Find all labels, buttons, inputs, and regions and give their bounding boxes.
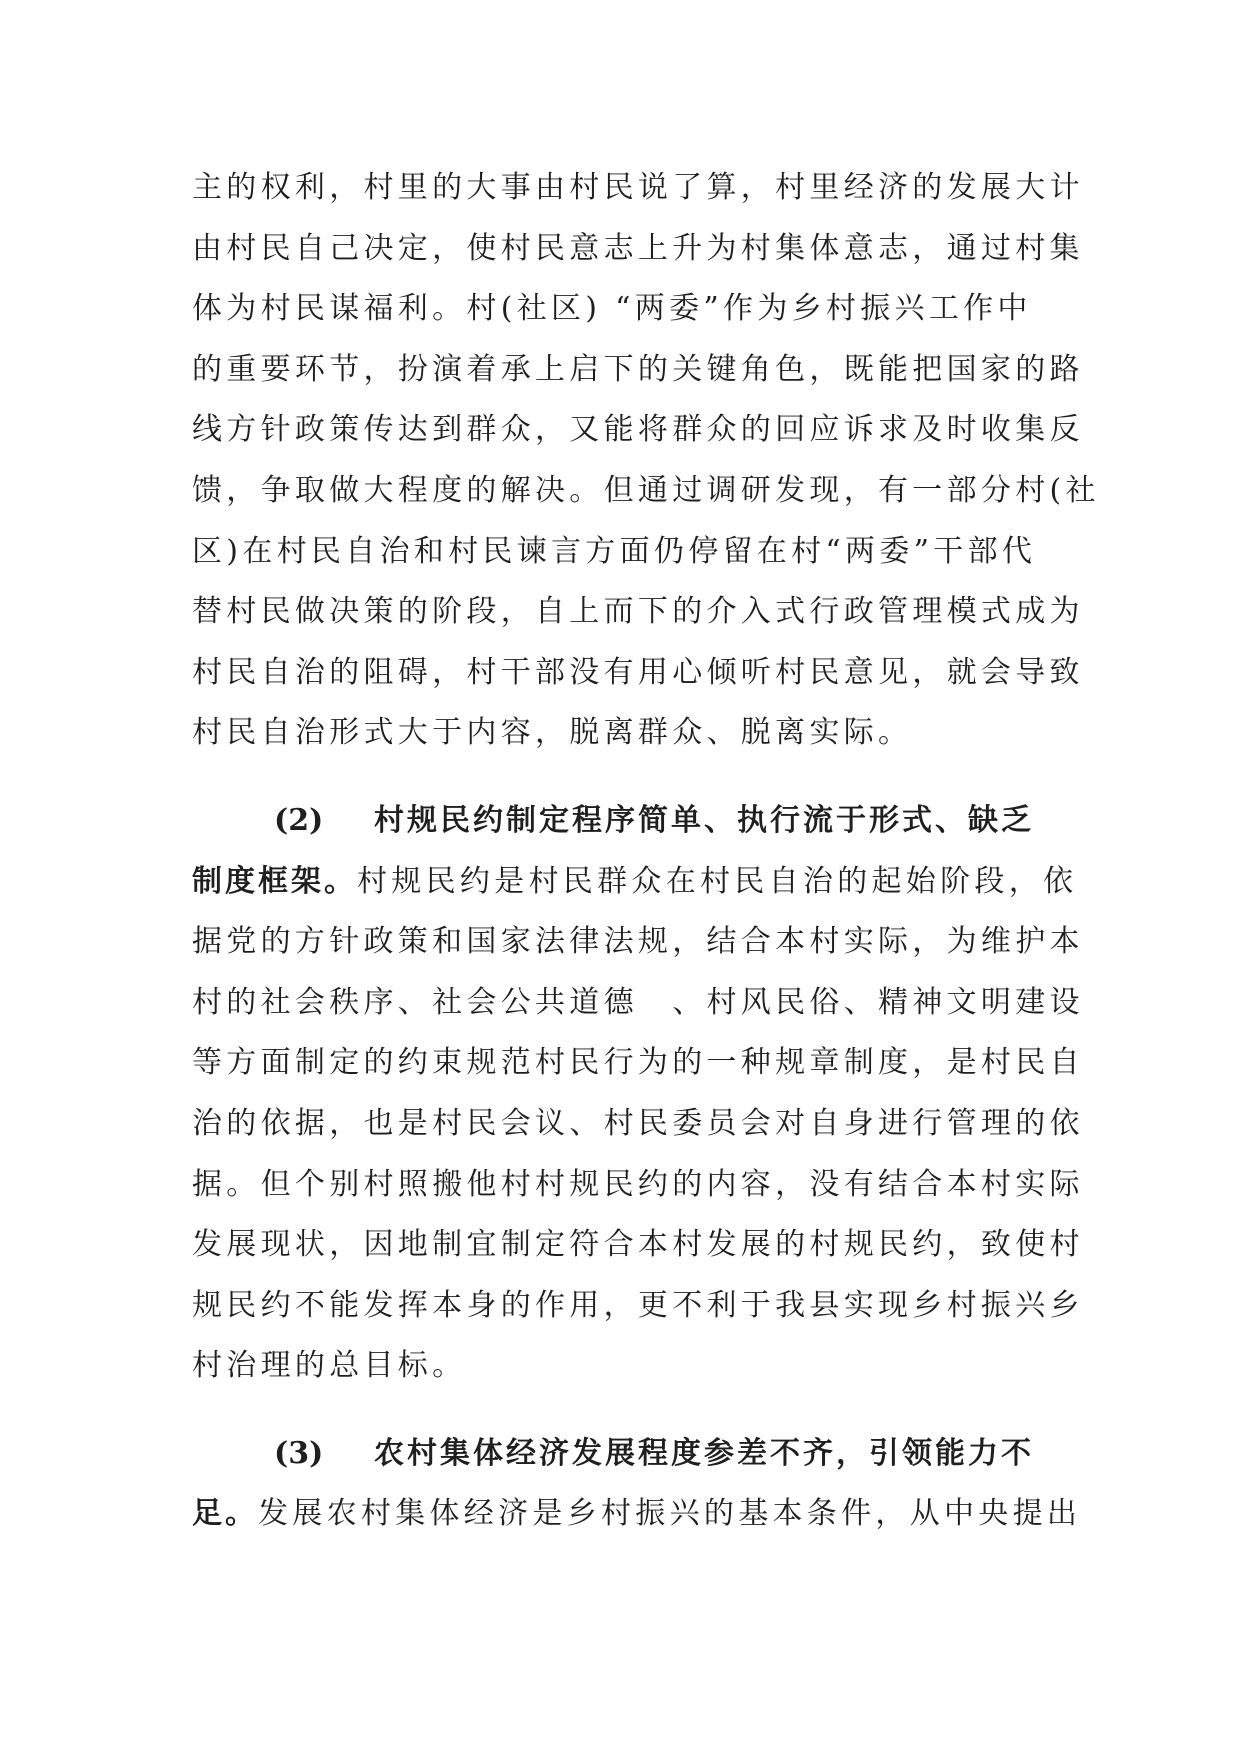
text-line: 馈，争取做大程度的解决。但通过调研发现，有一部分村(社 (192, 472, 1100, 508)
section-number: (3) (274, 1435, 324, 1471)
text-line: 据党的方针政策和国家法律法规，结合本村实际，为维护本 (192, 924, 1084, 960)
section-number: (2) (274, 802, 324, 838)
section-2-village-rules (192, 791, 1084, 1397)
text-line: 等方面制定的约束规范村民行为的一种规章制度，是村民自 (192, 1045, 1084, 1081)
text-line: 线方针政策传达到群众，又能将群众的回应诉求及时收集反 (192, 412, 1084, 448)
text-line: 村民自治形式大于内容，脱离群众、脱离实际。 (192, 715, 913, 751)
text-line: 主的权利，村里的大事由村民说了算，村里经济的发展大计 (192, 170, 1084, 205)
text-line: 村的社会秩序、社会公共道德 、村风民俗、精神文明建设 (192, 984, 1084, 1020)
section-heading-text-end: 足。 (192, 1496, 258, 1532)
text-line: 规民约不能发挥本身的作用，更不利于我县实现乡村振兴乡 (192, 1287, 1084, 1323)
text-line: 由村民自己决定，使村民意志上升为村集体意志，通过村集 (192, 230, 1084, 266)
text-line: 村治理的总目标。 (192, 1348, 467, 1384)
text-line: 替村民做决策的阶段，自上而下的介入式行政管理模式成为 (192, 594, 1084, 630)
text-span: 村规民约是村民群众在村民自治的起始阶段，依 (357, 863, 1078, 899)
text-span: 发展农村集体经济是乡村振兴的基本条件，从中央提出 (258, 1496, 1082, 1532)
text-line (192, 852, 1078, 913)
text-line: 区)在村民自治和村民谏言方面仍停留在村“两委”干部代 (192, 533, 1037, 569)
section-heading (192, 1424, 1052, 1485)
document-body (192, 158, 1100, 1545)
paragraph-village-autonomy (192, 158, 1100, 764)
section-heading-text: 村规民约制定程序简单、执行流于形式、缺乏 (374, 802, 1034, 838)
text-line: 发展现状，因地制宜制定符合本村发展的村规民约，致使村 (192, 1227, 1084, 1263)
text-line: 体为村民谋福利。村(社区) “两委”作为乡村振兴工作中 (192, 291, 1032, 327)
text-line: 治的依据，也是村民会议、村民委员会对自身进行管理的依 (192, 1105, 1084, 1141)
text-line: 的重要环节，扮演着承上启下的关键角色，既能把国家的路 (192, 351, 1084, 387)
text-line: 据。但个别村照搬他村村规民约的内容，没有结合本村实际 (192, 1166, 1084, 1202)
section-heading (192, 791, 1052, 852)
section-heading-text: 农村集体经济发展程度参差不齐，引领能力不 (374, 1435, 1034, 1471)
text-line (192, 1484, 1082, 1545)
text-line: 村民自治的阻碍，村干部没有用心倾听村民意见，就会导致 (192, 654, 1084, 690)
section-heading-text-end: 制度框架。 (192, 863, 357, 899)
section-3-collective-economy (192, 1424, 1082, 1545)
